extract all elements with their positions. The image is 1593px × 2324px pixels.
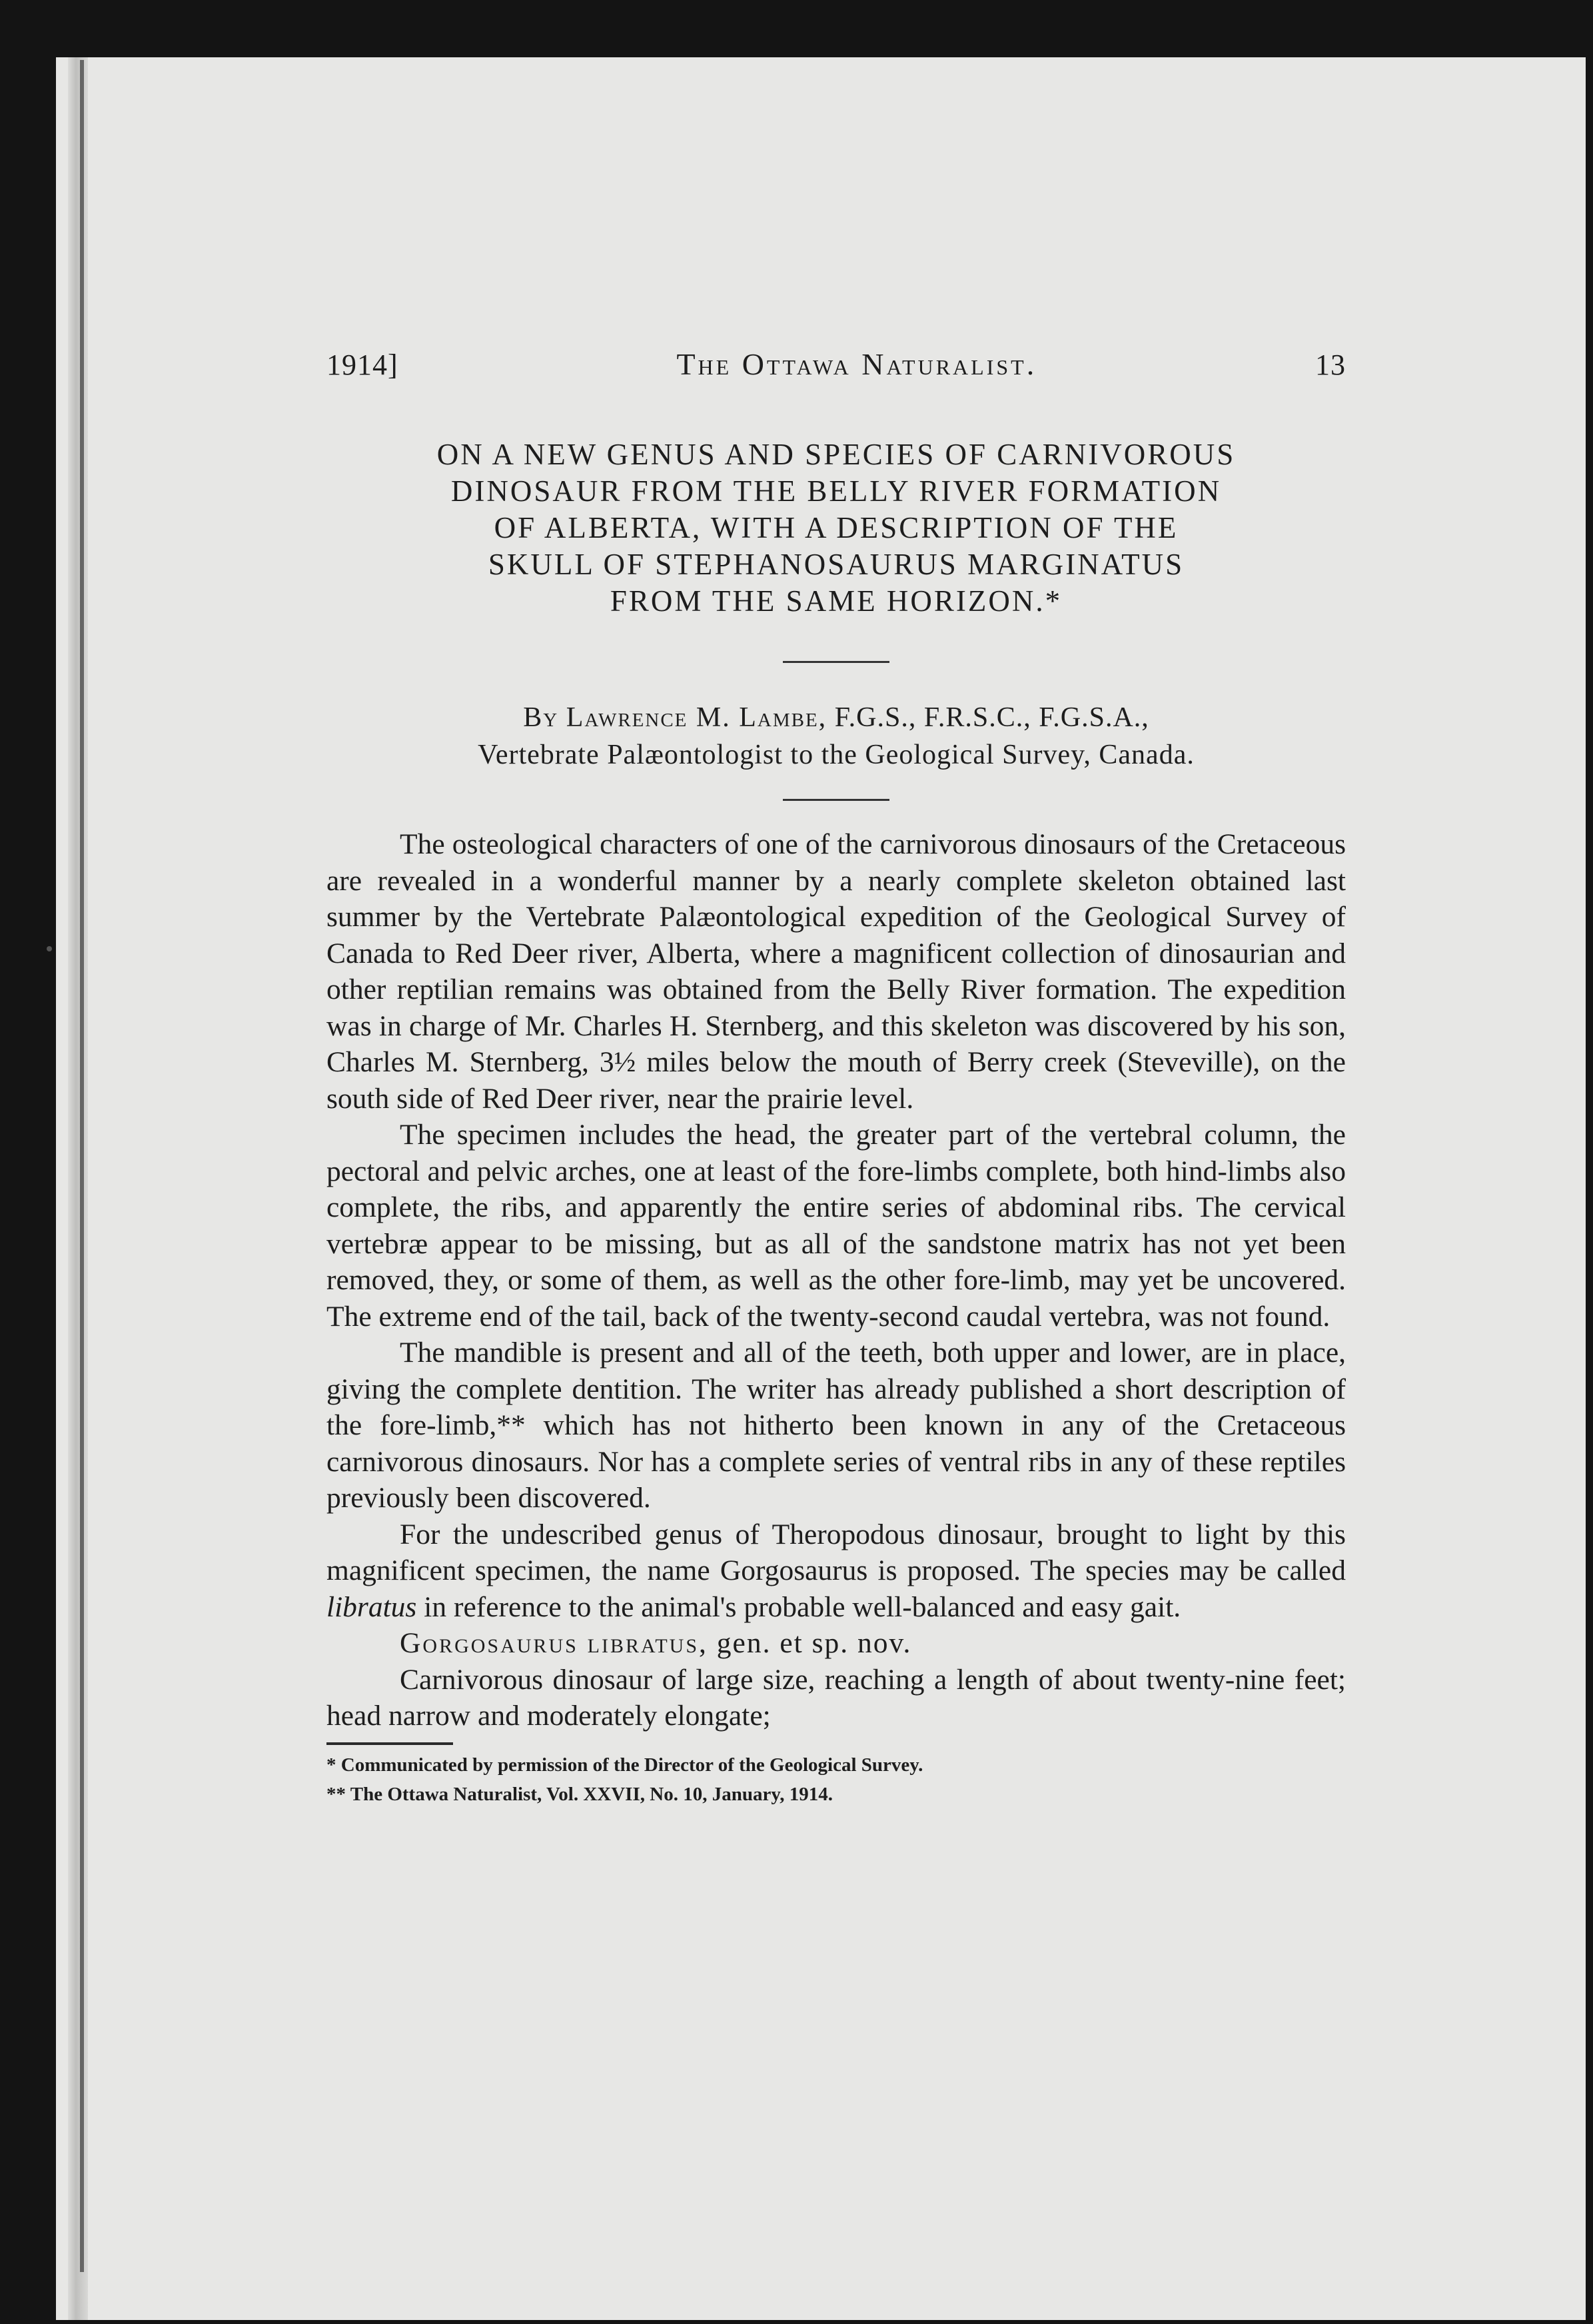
species-name: Gorgosaurus libratus, [400, 1627, 708, 1659]
paragraph [326, 1516, 1346, 1626]
footnote: * Communicated by permission of the Director of the Geological Survey. [326, 1754, 923, 1776]
running-head [326, 346, 1346, 382]
running-head-journal: The Ottawa Naturalist. [676, 347, 1037, 381]
byline [326, 699, 1346, 774]
title-line: DINOSAUR FROM THE BELLY RIVER FORMATION [450, 474, 1222, 508]
paragraph-text: in reference to the animal's probable well-balanced and easy gait. [416, 1590, 1181, 1623]
title-line: SKULL OF STEPHANOSAURUS MARGINATUS [488, 548, 1185, 581]
paragraph: The mandible is present and all of the teeth, both upper and lower, are in place, giving the complete dentition. The writer has already published a short description of the fore-limb,** which has not hitherto been known in any of the Cretaceous carnivorous dinosaurs. Nor has a complete series of ventral ribs in any of these reptiles previously been discovered. [326, 1337, 1346, 1514]
page-number: 13 [1315, 348, 1346, 381]
paragraph: Carnivorous dinosaur of large size, reaching a length of about twenty-nine feet; head narrow and moderately elongate; [326, 1663, 1346, 1732]
species-suffix: gen. et sp. nov. [716, 1627, 912, 1659]
species-heading [326, 1625, 1346, 1662]
species-epithet: libratus [326, 1590, 417, 1623]
footnote-rule [326, 1742, 453, 1745]
body-text [326, 826, 1346, 1734]
title-divider [783, 661, 889, 663]
byline-by: By [523, 702, 559, 733]
footnote: ** The Ottawa Naturalist, Vol. XXVII, No. 10, January, 1914. [326, 1783, 833, 1805]
text-block [326, 346, 1346, 1809]
running-head-year: 1914] [326, 348, 398, 381]
title-line: ON A NEW GENUS AND SPECIES OF CARNIVOROUS [436, 438, 1236, 471]
paragraph: The specimen includes the head, the greater part of the vertebral column, the pectoral and pelvic arches, one at least of the fore-limbs complete, both hind-limbs also complete, the ribs, and apparently the entire series of abdominal ribs. The cervical vertebræ appear to be missing, but as all of the sandstone matrix has not yet been removed, they, or some of them, as well as the other fore-limb, may yet be uncovered. The extreme end of the tail, back of the twenty-second caudal vertebra, was not found. [326, 1119, 1346, 1333]
paragraph-text: For the undescribed genus of Theropodous dinosaur, brought to light by this magnificent specimen, the name Gorgosaurus is proposed. The species may be called [326, 1518, 1346, 1586]
margin-mark [47, 946, 52, 951]
title-line: OF ALBERTA, WITH A DESCRIPTION OF THE [494, 511, 1179, 544]
page-spine [68, 57, 88, 2320]
title-line: FROM THE SAME HORIZON.* [610, 584, 1063, 618]
binding-edge [80, 60, 84, 2272]
article-title [326, 436, 1346, 620]
footnotes [326, 1750, 1346, 1809]
byline-divider [783, 799, 889, 801]
author-credentials: F.G.S., F.R.S.C., F.G.S.A., [834, 702, 1149, 733]
paragraph: The osteological characters of one of the carnivorous dinosaurs of the Cretaceous are revealed in a wonderful manner by a nearly complete skeleton obtained last summer by the Vertebrate Palæontological expedition of the Geological Survey of Canada to Red Deer river, Alberta, where a magnificent collection of dinosaurian and other reptilian remains was obtained from the Belly River formation. The expedition was in charge of Mr. Charles H. Sternberg, and this skeleton was discovered by his son, Charles M. Sternberg, 3½ miles below the mouth of Berry creek (Steveville), on the south side of Red Deer river, near the prairie level. [326, 828, 1346, 1115]
author-line [326, 699, 1346, 736]
author-name: Lawrence M. Lambe, [566, 702, 827, 733]
author-position: Vertebrate Palæontologist to the Geological Survey, Canada. [478, 740, 1195, 770]
